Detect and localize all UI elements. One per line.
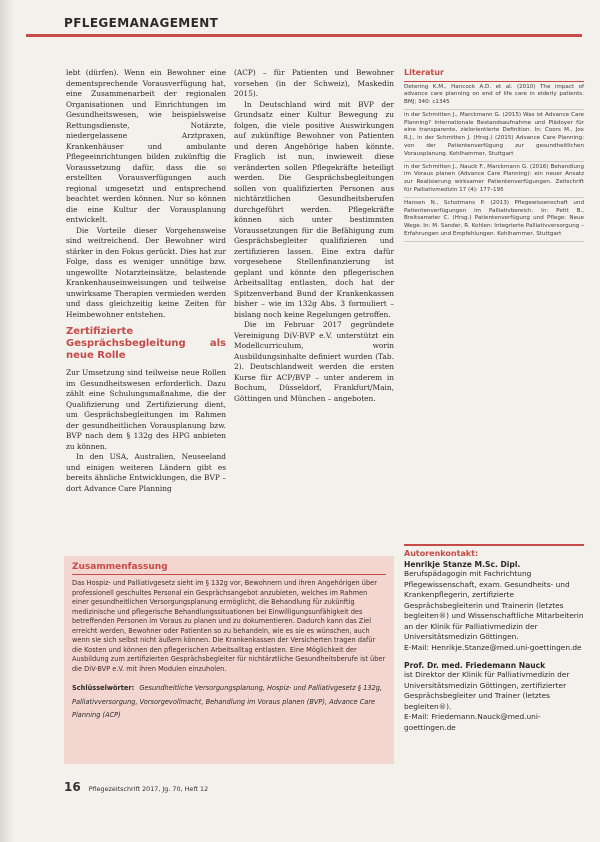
keywords-label: Schlüsselwörter:: [72, 684, 135, 692]
literature-item: in der Schmitten J., Marckmann G. (2015) Was ist Advance Care Planning? Internationale Bestandsaufnahme und Plädoyer für eine transparente, zielorientierte Definition. In: Coors M., Jox R.J., in der Schmitten J. (Hrsg.) (2015) Advance Care Planning: von der Patientenverfügung zur gesundheitlichen Vorausplanung. Kohlhammer, Stuttgart: [404, 110, 584, 162]
paragraph: In Deutschland wird mit BVP der Grundsatz einer Kultur Bewegung zu folgen, die viele positive Auswirkungen auf zukünftige Bewohner von Patienten und deren Angehörige haben könnte. Fraglich ist nun, inwieweit diese veränderten sollen Pflegekräfte beteiligt werden. Die Gesprächsbegleitungen sollen von qualifizierten Personen aus nichtärztlichen Gesundheitsberufen durchgeführt werden. Pflegekräfte können sich unter bestimmten Voraussetzungen für die Befähigung zum Gesprächsbegleiter qualifizieren und zertifizieren lassen. Eine extra dafür vorgesehene Stellenfinanzierung ist geplant und könnte den pflegerischen Arbeitsalltag entlasten, doch hat der Spitzenverband Bund der Krankenkassen bisher – wie im 132g Abs. 3 formuliert – bislang noch keine Regelungen getroffen.: [234, 99, 394, 319]
paragraph: lebt (dürfen). Wenn ein Bewohner eine dementsprechende Vorausverfügung hat, eine Zusammenarbeit der regionalen Organisationen und Einrichtungen im Gesundheitswesen, wie beispielsweise Rettungsdienste, Notärzte, niedergelassene Arztpraxen, Krankenhäuser und ambulante Pflegeeinrichtungen bilden zukünftig die Voraussetzung dafür, dass die so erstellten Vorausverfügungen auch regional umgesetzt und entsprechend beachtet werden können. Nur so können die eine Kultur der Vorausplanung entwickelt.: [66, 68, 226, 224]
literature-heading: Literatur: [404, 68, 584, 82]
author-name: Henrikje Stanze M.Sc. Dipl.: [404, 560, 521, 569]
journal-citation: Pflegezeitschrift 2017, Jg. 70, Heft 12: [88, 785, 209, 793]
summary-box: [64, 556, 394, 764]
keywords: [72, 680, 386, 721]
paragraph: In den USA, Australien, Neuseeland und einigen weiteren Ländern gibt es bereits ähnliche Entwicklungen, die BVP – dort Advance Care Planning: [66, 452, 226, 493]
contact-heading: Autorenkontakt:: [404, 549, 479, 558]
author-bio: ist Direktor der Klinik für Palliativmedizin der Universitätsmedizin Göttingen, zertifizierter Gesprächsbegleiter und Trainer (letztes begleiten®).: [404, 670, 570, 711]
author-bio: Berufspädagogin mit Fachrichtung Pflegewissenschaft, exam. Gesundheits- und Krankenpflegerin, zertifizierte Gesprächsbegleiterin und Trainerin (letztes begleiten®) und Wissenschaftliche Mitarbeiterin an der Klinik für Palliativmedizin der Universitätsmedizin Göttingen.: [404, 569, 584, 641]
keywords-text: Gesundheitliche Versorgungsplanung, Hospiz- und Palliativgesetz § 132g, Palliativversorgung, Vorsorgevollmacht, Behandlung im Voraus planen (BVP), Advance Care Planning (ACP): [72, 684, 383, 719]
text-column-2: [234, 68, 394, 404]
page-footer: [64, 780, 394, 794]
literature-item: Detering K.M., Hancock A.D. et al. (2010) The impact of advance care planning on end of life care in elderly patients. BMJ; 340: c1345: [404, 82, 584, 110]
page-number: 16: [64, 780, 81, 794]
summary-text: Das Hospiz- und Palliativgesetz sieht im § 132g vor, Bewohnern und ihren Angehörigen über professionell geschultes Personal ein Gesprächsangebot anzubieten, welches im Rahmen einer gesundheitlichen Versorgungsplanung ermöglicht, die Behandlung für zukünftig medizinische und pflegerische Behandlungssituationen bei Einwilligungsunfähigkeit des betreffenden Personen im Voraus zu planen und zu dokumentieren. Dadurch kann das Ziel erreicht werden, Bewohner oder Patienten so zu behandeln, wie es sie es wünschen, auch wenn sie sich selbst nicht äußern können. Die Krankenkassen der Versicherten tragen dafür die Kosten und können den pflegerischen Arbeitsalltag entlasten. Eine Möglichkeit der Ausbildung zum zertifizierten Gesprächsbegleiter für nichtärztliche Gesundheitsberufe ist über die DiV-BVP e.V. mit ihren Modulen einzuholen.: [72, 579, 386, 673]
paragraph: Zur Umsetzung sind teilweise neue Rollen im Gesundheitswesen erforderlich. Dazu zählt eine Schulungsmaßnahme, die der Qualifizierung und Zertifizierung dient, um Gesprächsbegleitungen im Rahmen der gesundheitlichen Vorausplanung bzw. BVP nach dem § 132g des HPG anbieten zu können.: [66, 368, 226, 451]
paragraph: Die im Februar 2017 gegründete Vereinigung DiV-BVP e.V. unterstützt ein Modellcurriculum, worin Ausbildungsinhalte definiert wurden (Tab. 2). Deutschlandweit werden die ersten Kurse für ACP/BVP – unter anderem in Bochum, Düsseldorf, Frankfurt/Main, Göttingen und München – angeboten.: [234, 320, 394, 403]
literature-item: Hansen N., Schotmans P. (2013) Pflegewissenschaft und Patientenverfügungen im Palliativbereich. In: Petit B., Breitsameter C. (Hrsg.) Patientenverfügung und Pflege: Neue Wege. In: M. Sander, R. Kohlen: Integrierte Palliativversorgung – Erfahrungen und Empfehlungen. Kohlhammer, Stuttgart: [404, 198, 584, 242]
literature-item: in der Schmitten J., Nauck F., Marckmann G. (2016) Behandlung im Voraus planen (Advance Care Planning): ein neuer Ansatz zur Realisierung wirksamer Patientenverfügungen. Zeitschrift für Palliativmedizin 17 (4): 177–195: [404, 162, 584, 198]
text-column-1: [66, 68, 226, 494]
author-name: Prof. Dr. med. Friedemann Nauck: [404, 661, 546, 670]
paragraph: (ACP) – für Patienten und Bewohner vorsehen (in der Schweiz), Maskedin 2015).: [234, 68, 394, 98]
subheading: Zertifizierte Gesprächsbegleitung als neue Rolle: [66, 326, 226, 361]
page-gutter-shadow: [0, 0, 14, 842]
literature-column: [404, 68, 584, 242]
summary-title: Zusammenfassung: [72, 562, 386, 575]
paragraph: Die Vorteile dieser Vorgehensweise sind weitreichend. Der Bewohner wird stärker in den Fokus gerückt. Dies hat zur Folge, dass es weniger unnötige bzw. ungewollte Notarzteinsätze, belastende Krankenhauseinweisungen und teilweise unwirksame Therapien vermieden werden und dass gleichzeitig keine Zeiten für Heimbewohner entstehen.: [66, 225, 226, 319]
author-email: E-Mail: Friedemann.Nauck@med.uni-goettingen.de: [404, 712, 541, 732]
author-email: E-Mail: Henrikje.Stanze@med.uni-goettingen.de: [404, 642, 582, 652]
author-contact-box: [404, 544, 584, 756]
section-title: PFLEGEMANAGEMENT: [64, 16, 219, 30]
